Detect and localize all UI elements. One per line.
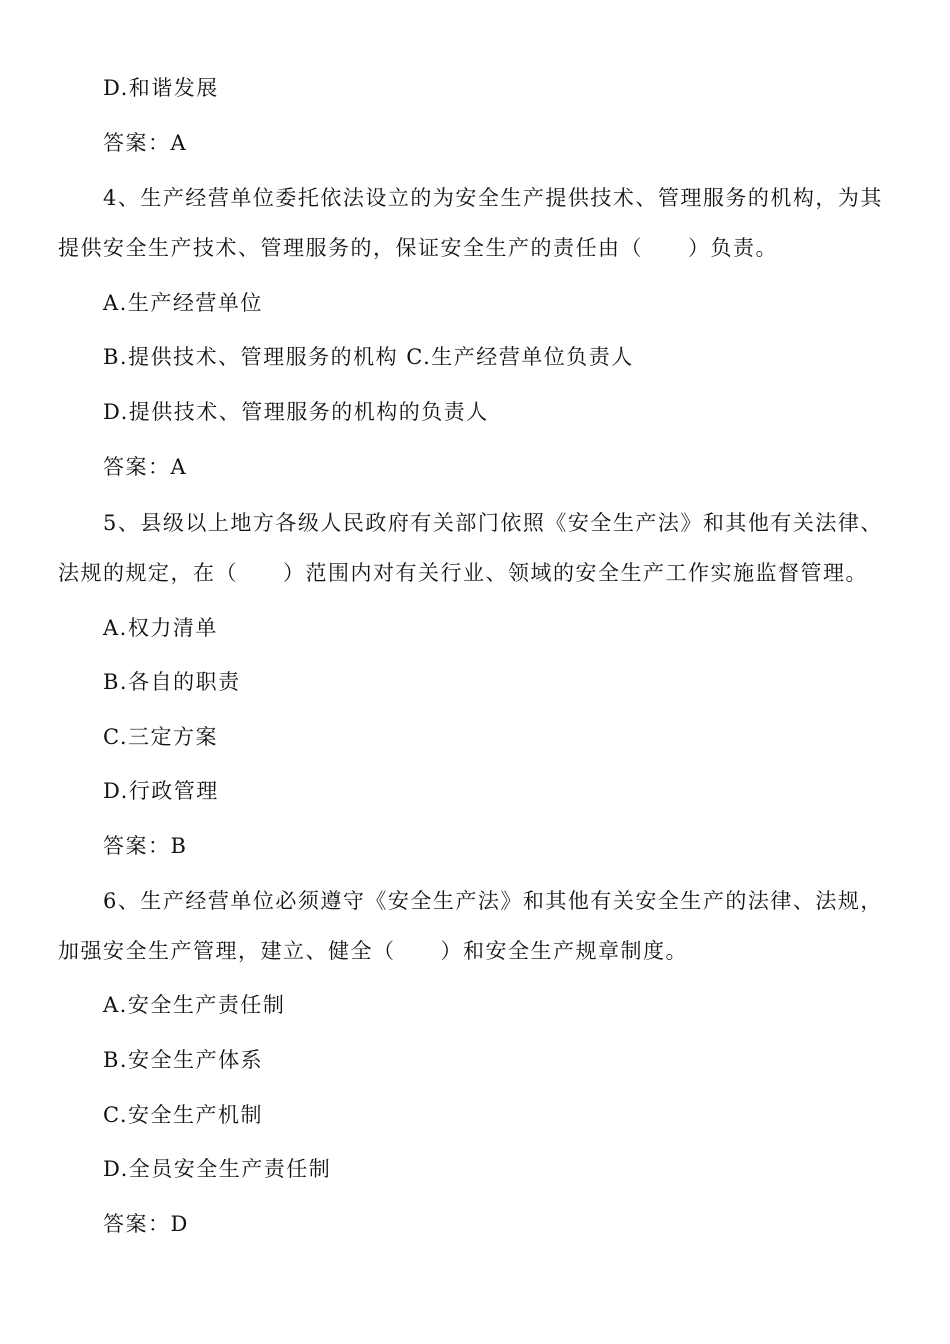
q4-option-bc: B.提供技术、管理服务的机构 C.生产经营单位负责人 bbox=[103, 345, 634, 369]
q6-option-c: C.安全生产机制 bbox=[103, 1103, 263, 1127]
q5-stem-line2: 法规的规定，在（ ）范围内对有关行业、领域的安全生产工作实施监督管理。 bbox=[58, 561, 868, 585]
q6-option-b: B.安全生产体系 bbox=[103, 1048, 264, 1072]
q5-answer: 答案：B bbox=[103, 834, 188, 858]
q4-stem-line2: 提供安全生产技术、管理服务的，保证安全生产的责任由（ ）负责。 bbox=[58, 236, 778, 260]
q4-option-a: A.生产经营单位 bbox=[103, 291, 263, 315]
q6-answer: 答案：D bbox=[103, 1212, 189, 1236]
q5-option-a: A.权力清单 bbox=[103, 616, 218, 640]
q4-stem-line1: 4、生产经营单位委托依法设立的为安全生产提供技术、管理服务的机构，为其 bbox=[103, 186, 883, 210]
q5-option-c: C.三定方案 bbox=[103, 725, 218, 749]
q5-option-d: D.行政管理 bbox=[103, 779, 219, 803]
q5-stem-line1: 5、县级以上地方各级人民政府有关部门依照《安全生产法》和其他有关法律、 bbox=[103, 511, 883, 535]
q6-option-d: D.全员安全生产责任制 bbox=[103, 1157, 332, 1181]
q3-answer: 答案：A bbox=[103, 131, 188, 155]
q5-option-b: B.各自的职责 bbox=[103, 670, 241, 694]
q4-answer: 答案：A bbox=[103, 455, 188, 479]
q4-option-d: D.提供技术、管理服务的机构的负责人 bbox=[103, 400, 489, 424]
q6-stem-line2: 加强安全生产管理，建立、健全（ ）和安全生产规章制度。 bbox=[58, 939, 688, 963]
q6-option-a: A.安全生产责任制 bbox=[103, 993, 286, 1017]
q6-stem-line1: 6、生产经营单位必须遵守《安全生产法》和其他有关安全生产的法律、法规， bbox=[103, 889, 883, 913]
q3-option-d: D.和谐发展 bbox=[103, 76, 219, 100]
